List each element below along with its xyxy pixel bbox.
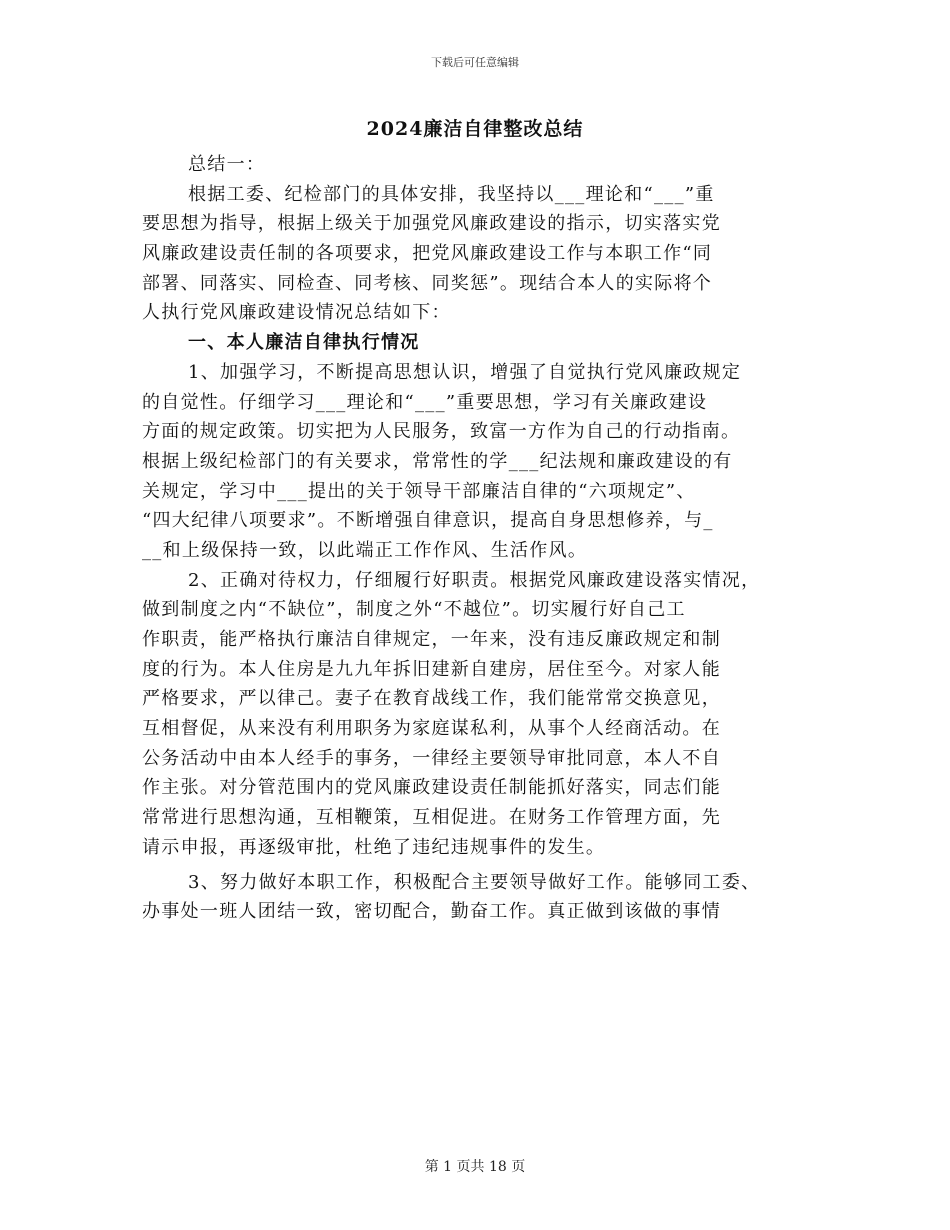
paragraph-line: “四大纪律八项要求”。不断增强自律意识，提高自身思想修养，与_: [142, 510, 714, 532]
paragraph-line: 部署、同落实、同检查、同考核、同奖惩”。现结合本人的实际将个: [142, 272, 713, 294]
paragraph-line: 方面的规定政策。切实把为人民服务，致富一方作为自己的行动指南。: [142, 421, 741, 443]
paragraph-line: 2、正确对待权力，仔细履行好职责。根据党风廉政建设落实情况，: [188, 569, 761, 591]
paragraph-line: 互相督促，从来没有利用职务为家庭谋私利，从事个人经商活动。在: [142, 718, 721, 740]
paragraph-line: 风廉政建设责任制的各项要求，把党风廉政建设工作与本职工作“同: [142, 243, 713, 265]
paragraph-line: 根据工委、纪检部门的具体安排，我坚持以___理论和“___”重: [188, 183, 715, 205]
paragraph-line: 人执行党风廉政建设情况总结如下：: [142, 302, 451, 324]
paragraph-line: 1、加强学习，不断提高思想认识，增强了自觉执行党风廉政规定: [188, 361, 742, 383]
paragraph-line: __和上级保持一致，以此端正工作作风、生活作风。: [142, 539, 588, 561]
paragraph-line: 根据上级纪检部门的有关要求，常常性的学___纪法规和廉政建设的有: [142, 450, 733, 472]
paragraph-line: 关规定，学习中___提出的关于领导干部廉洁自律的“六项规定”、: [142, 480, 696, 502]
paragraph-line: 的自觉性。仔细学习___理论和“___”重要思想，学习有关廉政建设: [142, 391, 708, 413]
paragraph-line: 办事处一班人团结一致，密切配合，勤奋工作。真正做到该做的事情: [142, 901, 721, 923]
document-title: 2024廉洁自律整改总结: [366, 118, 584, 140]
paragraph-line: 常常进行思想沟通，互相鞭策，互相促进。在财务工作管理方面，先: [142, 807, 721, 829]
paragraph-line: 要思想为指导，根据上级关于加强党风廉政建设的指示，切实落实党: [142, 213, 721, 235]
paragraph-line: 请示申报，再逐级审批，杜绝了违纪违规事件的发生。: [142, 836, 606, 858]
page-footer: 第 1 页共 18 页: [424, 1159, 526, 1175]
paragraph-line: 度的行为。本人住房是九九年拆旧建新自建房，居住至今。对家人能: [142, 658, 721, 680]
document-body: [142, 150, 812, 927]
paragraph-line: 3、努力做好本职工作，积极配合主要领导做好工作。能够同工委、: [188, 871, 761, 893]
paragraph-line: 作主张。对分管范围内的党风廉政建设责任制能抓好落实，同志们能: [142, 777, 721, 799]
paragraph-line: 严格要求，严以律己。妻子在教育战线工作，我们能常常交换意见，: [142, 688, 721, 710]
paragraph-line: 做到制度之内“不缺位”，制度之外“不越位”。切实履行好自己工: [142, 599, 686, 621]
header-note: 下载后可任意编辑: [431, 56, 519, 69]
paragraph-line: 作职责，能严格执行廉洁自律规定，一年来，没有违反廉政规定和制: [142, 629, 721, 650]
paragraph-line: 公务活动中由本人经手的事务，一律经主要领导审批同意，本人不自: [142, 747, 721, 769]
section-heading: 一、本人廉洁自律执行情况: [188, 332, 420, 354]
section-label: 总结一：: [188, 154, 266, 175]
